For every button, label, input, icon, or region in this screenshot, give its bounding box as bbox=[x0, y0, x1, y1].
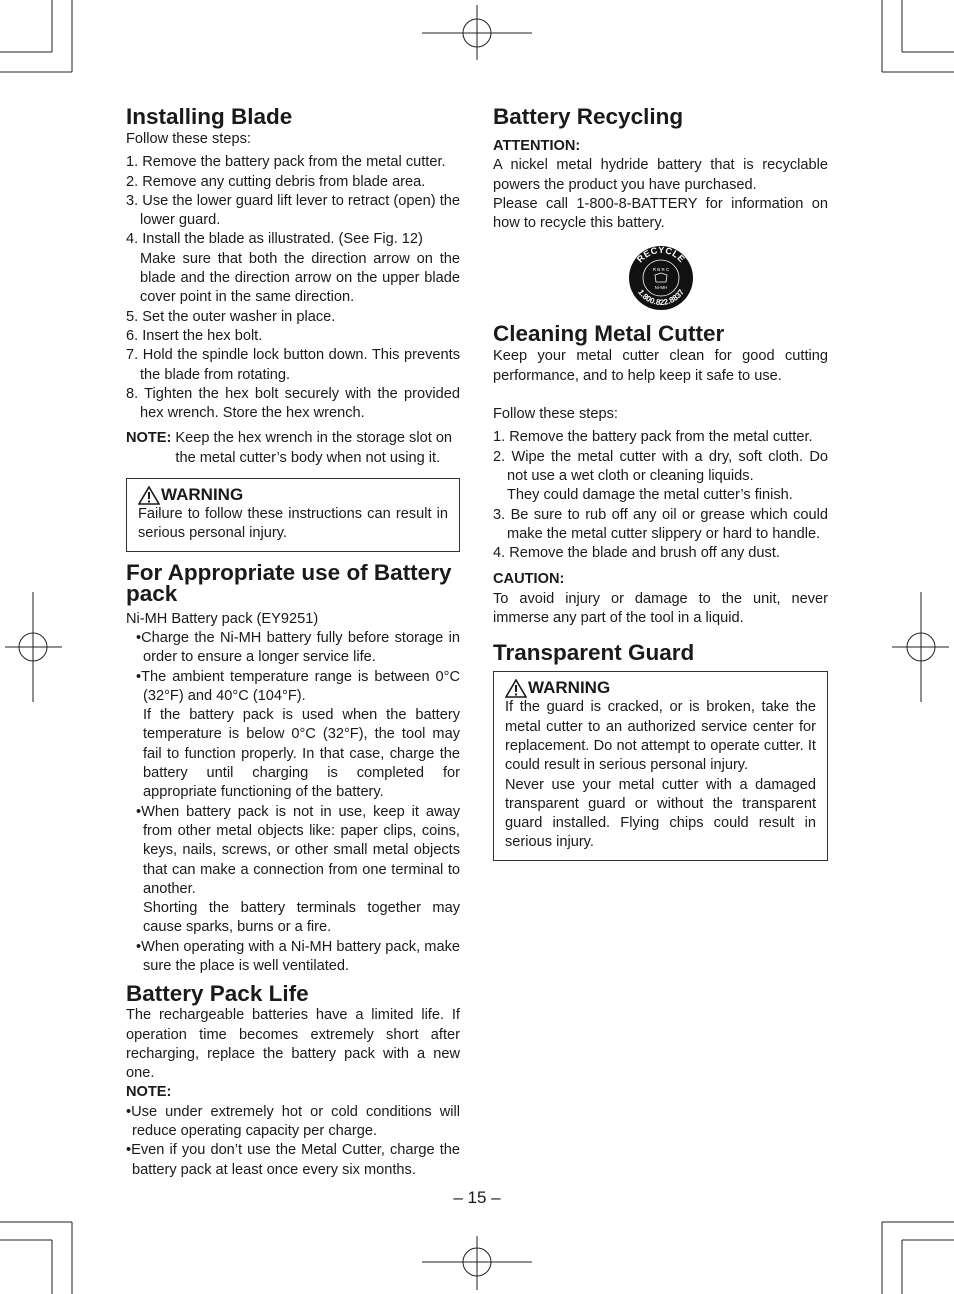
battery-life-section bbox=[126, 983, 460, 1180]
list-item-sub: Make sure that both the direction arrow on the blade and the direction arrow on the upper blade cover point in the same direction. bbox=[140, 250, 460, 306]
seal-org-text: R B R C bbox=[652, 267, 669, 273]
recycling-text-1: A nickel metal hydride battery that is recyclable powers the product you have purchased. bbox=[493, 157, 828, 193]
warning-heading bbox=[505, 678, 816, 698]
battery-life-text: The rechargeable batteries have a limited life. If operation time becomes extremely short after recharging, replace the battery pack with a new one. bbox=[126, 1007, 460, 1082]
list-item: •Use under extremely hot or cold conditions will reduce operating capacity per charge. bbox=[126, 1103, 460, 1140]
warning-label: WARNING bbox=[528, 678, 611, 698]
installing-blade-title: Installing Blade bbox=[126, 104, 293, 129]
recycling-section bbox=[493, 106, 828, 311]
list-item: 5. Set the outer washer in place. bbox=[126, 308, 336, 325]
list-item: 1. Remove the battery pack from the metal cutter. bbox=[493, 429, 813, 446]
cleaning-text: Keep your metal cutter clean for good cutting performance, and to help keep it safe to use. bbox=[493, 348, 828, 384]
right-column bbox=[493, 106, 828, 861]
battery-life-list bbox=[126, 1103, 460, 1180]
installing-blade-steps bbox=[126, 153, 460, 423]
battery-use-list bbox=[126, 629, 460, 976]
cleaning-steps bbox=[493, 428, 828, 563]
attention-label: ATTENTION: bbox=[493, 138, 581, 154]
installing-blade-section bbox=[126, 106, 460, 552]
list-item: 1. Remove the battery pack from the metal cutter. bbox=[126, 154, 446, 171]
list-item: •When operating with a Ni-MH battery pack, make sure the place is well ventilated. bbox=[136, 938, 460, 974]
list-item: •The ambient temperature range is between 0°C (32°F) and 40°C (104°F). bbox=[136, 668, 460, 704]
guard-section bbox=[493, 642, 828, 860]
note-label: NOTE: bbox=[126, 430, 172, 447]
battery-life-note-label: NOTE: bbox=[126, 1084, 172, 1101]
recycle-seal bbox=[493, 245, 828, 311]
battery-use-title: For Appropriate use of Battery pack bbox=[126, 559, 452, 606]
left-column bbox=[126, 106, 460, 1180]
rbrc-recycle-seal-icon bbox=[628, 245, 694, 311]
list-item-sub: If the battery pack is used when the battery temperature is below 0°C (32°F), the tool may fail to function properly. In that case, charge the battery until charging is completed for appropriate functioning of the battery. bbox=[143, 707, 460, 801]
list-item-sub: They could damage the metal cutter’s finish. bbox=[507, 487, 793, 504]
battery-use-section bbox=[126, 559, 460, 977]
seal-phone-text: 1.800.822.8837 bbox=[635, 288, 686, 308]
cleaning-section bbox=[493, 323, 828, 628]
recycling-title: Battery Recycling bbox=[493, 104, 684, 129]
list-item: 3. Be sure to rub off any oil or grease which could make the metal cutter slippery or hard to handle. bbox=[493, 506, 828, 542]
warning-box bbox=[126, 478, 460, 552]
list-item: 7. Hold the spindle lock button down. This prevents the blade from rotating. bbox=[126, 347, 460, 383]
warning-text-2: Never use your metal cutter with a damaged transparent guard or without the transparent guard installed. Flying chips could result in serious injury. bbox=[505, 776, 816, 851]
list-item: 3. Use the lower guard lift lever to retract (open) the lower guard. bbox=[126, 192, 460, 229]
warning-text-1: If the guard is cracked, or is broken, take the metal cutter to an authorized service center for replacement. Do not attempt to operate cutter. It could result in serious personal injury. bbox=[505, 699, 816, 774]
recycling-text-2: Please call 1-800-8-BATTERY for information on how to recycle this battery. bbox=[493, 195, 828, 232]
list-item-sub: Shorting the battery terminals together may cause sparks, burns or a fire. bbox=[143, 900, 460, 936]
warning-label: WARNING bbox=[161, 485, 244, 505]
warning-heading bbox=[138, 485, 448, 505]
warning-text: Failure to follow these instructions can result in serious personal injury. bbox=[138, 506, 448, 542]
warning-triangle-icon bbox=[505, 679, 527, 698]
caution-label: CAUTION: bbox=[493, 571, 565, 588]
seal-chem-text: Ni-MH bbox=[654, 285, 667, 291]
note-text: Keep the hex wrench in the storage slot on the metal cutter’s body when not using it. bbox=[175, 430, 453, 466]
list-item: 4. Install the blade as illustrated. (See Fig. 12) bbox=[126, 231, 423, 248]
battery-use-intro: Ni-MH Battery pack (EY9251) bbox=[126, 610, 319, 627]
list-item: •Charge the Ni-MH battery fully before storage in order to ensure a longer service life. bbox=[136, 629, 460, 666]
warning-box bbox=[493, 671, 828, 860]
list-item: 6. Insert the hex bolt. bbox=[126, 327, 263, 344]
battery-life-title: Battery Pack Life bbox=[126, 981, 309, 1007]
installing-blade-intro: Follow these steps: bbox=[126, 131, 251, 147]
caution-text: To avoid injury or damage to the unit, never immerse any part of the tool in a liquid. bbox=[493, 590, 828, 627]
installing-blade-note bbox=[126, 429, 460, 468]
list-item: 4. Remove the blade and brush off any dust. bbox=[493, 545, 780, 562]
cleaning-title: Cleaning Metal Cutter bbox=[493, 321, 725, 347]
cleaning-intro: Follow these steps: bbox=[493, 406, 618, 423]
list-item: •When battery pack is not in use, keep it away from other metal objects like: paper clips, coins, keys, nails, screws, or other small metal objects that can make a connection from one terminal to another. bbox=[136, 803, 460, 897]
page-number: – 15 – bbox=[453, 1188, 501, 1207]
list-item: 2. Wipe the metal cutter with a dry, soft cloth. Do not use a wet cloth or cleaning liquids. bbox=[493, 448, 828, 484]
guard-title: Transparent Guard bbox=[493, 640, 695, 666]
seal-top-text: RECYCLE bbox=[634, 245, 687, 265]
list-item: 2. Remove any cutting debris from blade area. bbox=[126, 173, 426, 190]
list-item: •Even if you don’t use the Metal Cutter, charge the battery pack at least once every six months. bbox=[126, 1142, 460, 1178]
list-item: 8. Tighten the hex bolt securely with the provided hex wrench. Store the hex wrench. bbox=[126, 385, 460, 422]
warning-triangle-icon bbox=[138, 486, 160, 505]
